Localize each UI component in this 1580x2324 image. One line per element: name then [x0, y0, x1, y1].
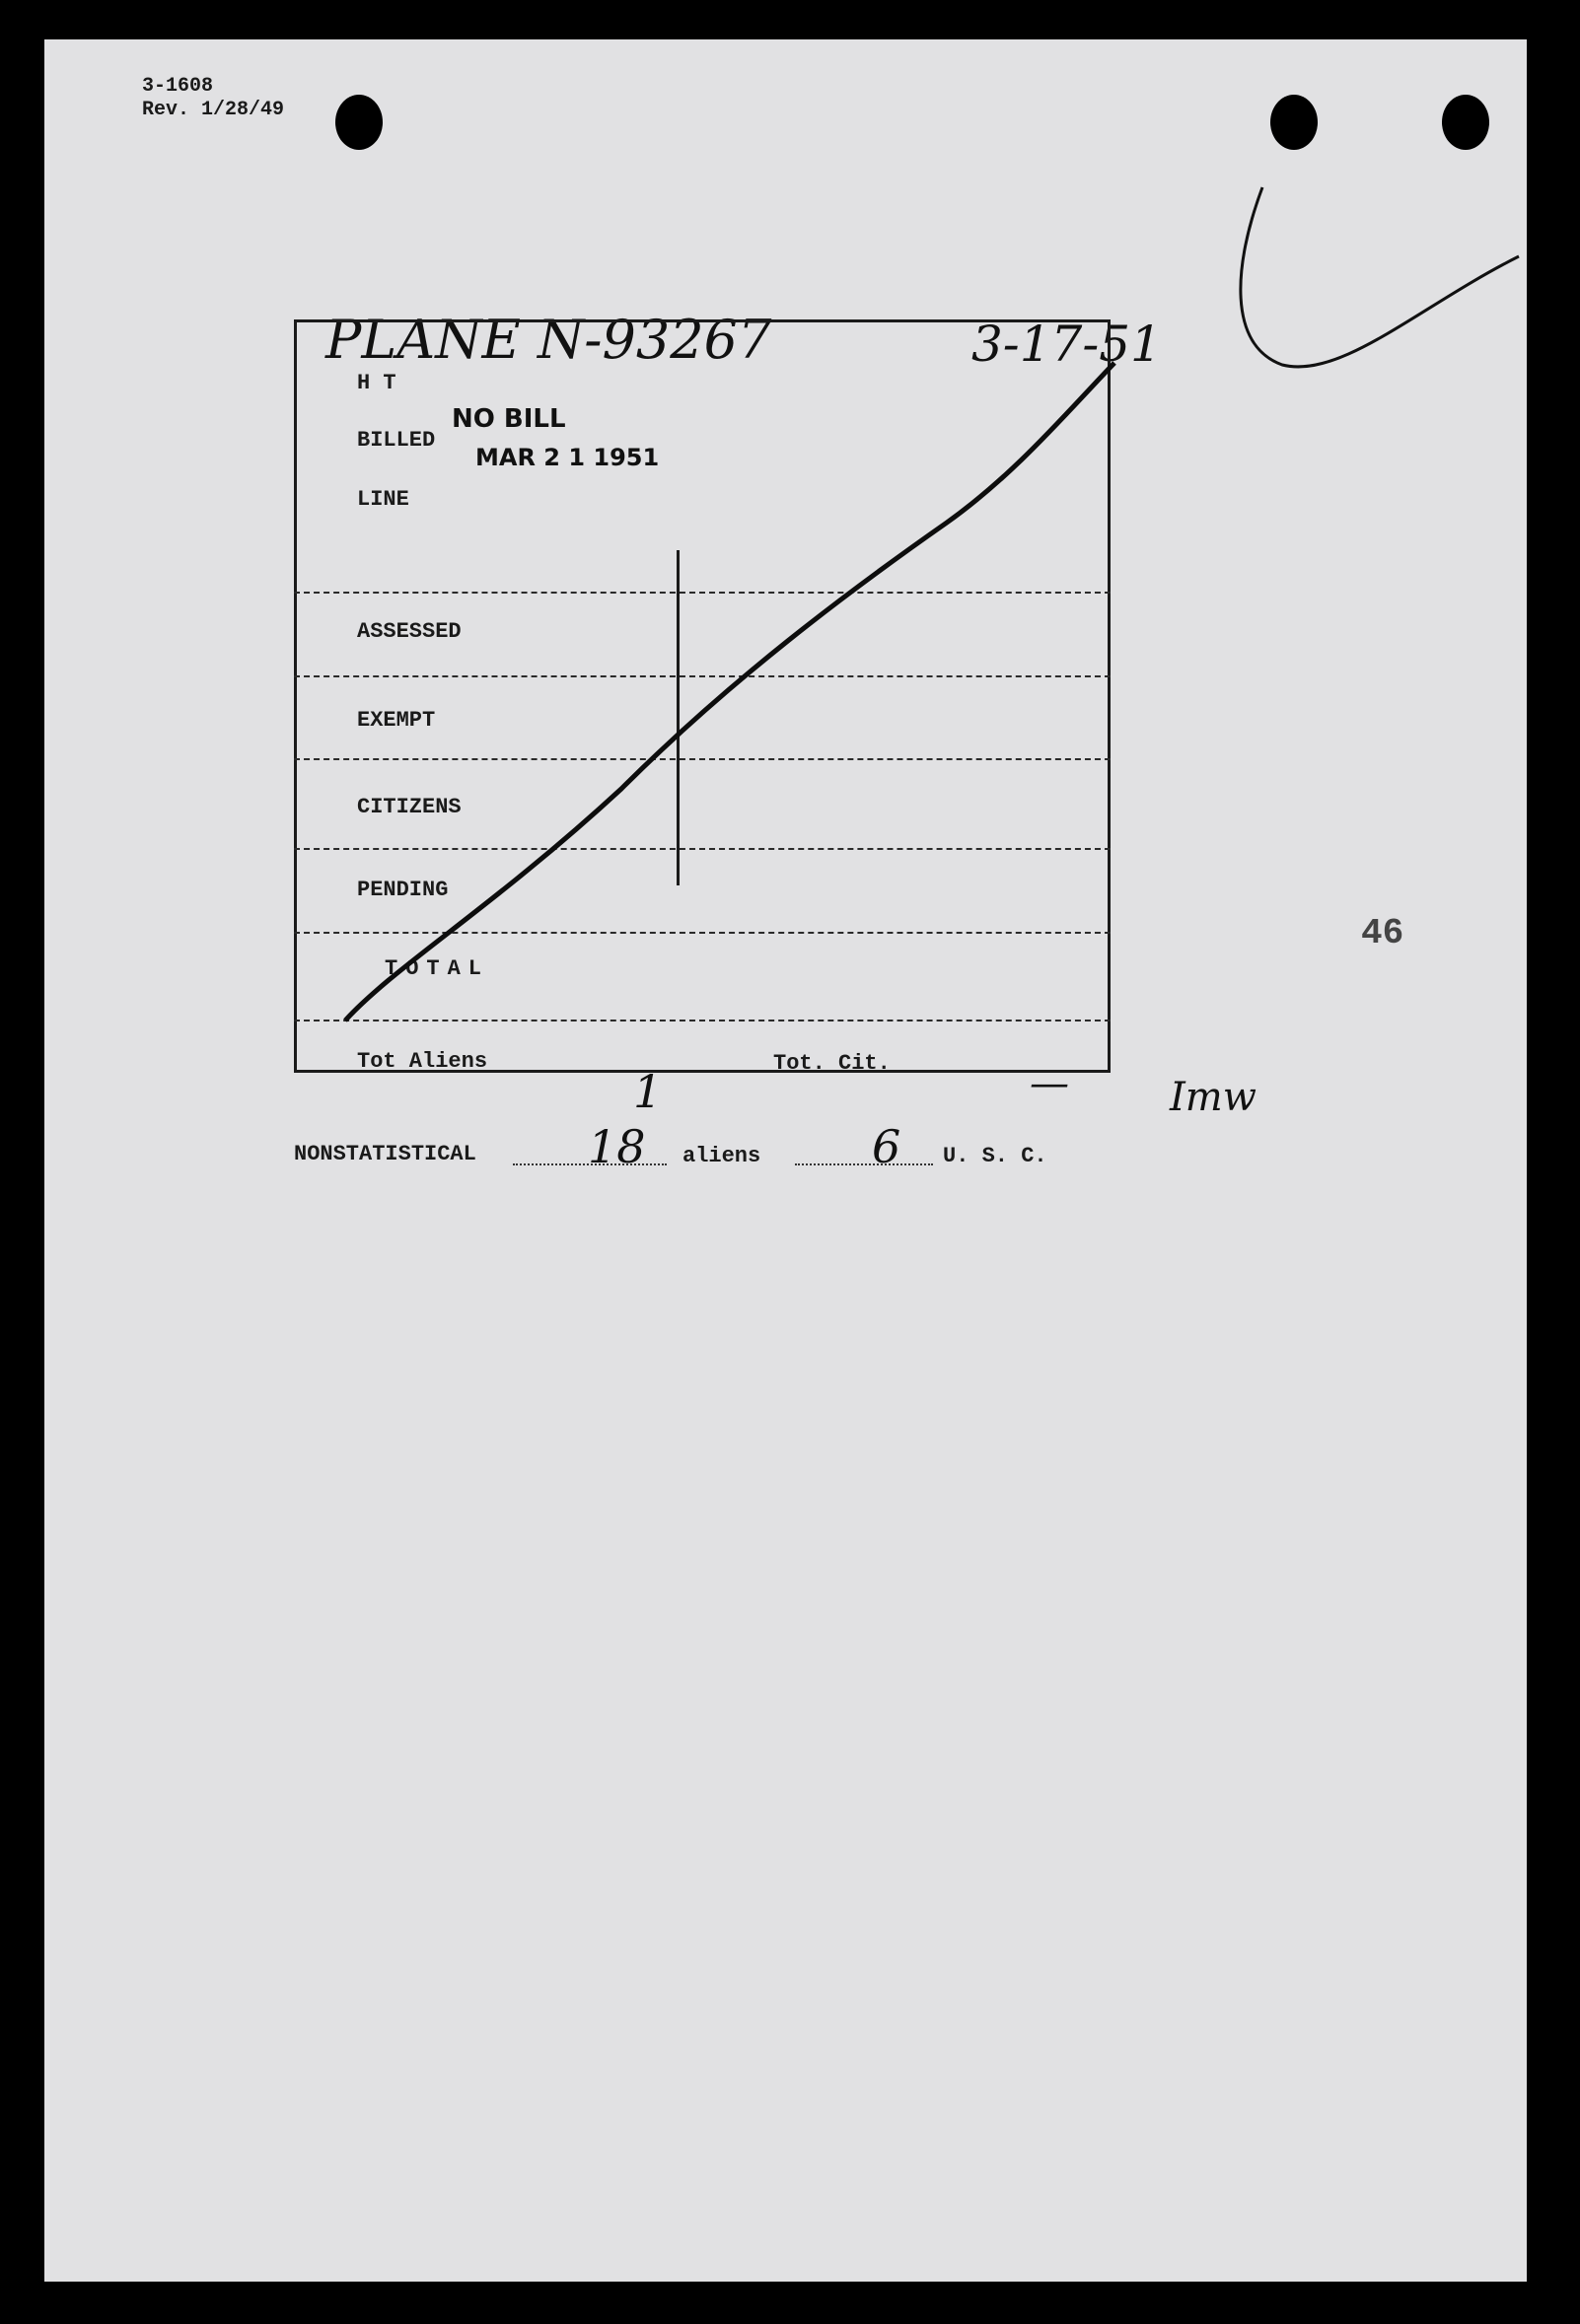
- handwritten-date: 3-17-51: [971, 316, 1162, 373]
- label-citizens: CITIZENS: [357, 795, 462, 819]
- label-tot-cit: Tot. Cit.: [773, 1051, 891, 1076]
- aliens-label: aliens: [682, 1144, 761, 1168]
- nonstatistical-label: NONSTATISTICAL: [294, 1142, 476, 1166]
- initials-handwritten: Imw: [1170, 1075, 1257, 1120]
- usc-label: U. S. C.: [943, 1144, 1047, 1168]
- label-total: TOTAL: [385, 956, 490, 981]
- tot-aliens-handwritten: 1: [633, 1065, 663, 1118]
- aliens-count: 18: [588, 1120, 646, 1173]
- diagonal-cancel-line: [335, 355, 1124, 1035]
- label-ht: H T: [357, 371, 396, 395]
- label-tot-aliens: Tot Aliens: [357, 1049, 488, 1074]
- tot-cit-handwritten: —: [1030, 1061, 1069, 1106]
- label-pending: PENDING: [357, 878, 449, 902]
- label-assessed: ASSESSED: [357, 619, 462, 644]
- no-bill-stamp: NO BILL: [452, 404, 566, 434]
- page-number: 46: [1361, 913, 1404, 953]
- label-exempt: EXEMPT: [357, 708, 436, 733]
- usc-count-underline: [795, 1163, 933, 1165]
- punch-hole-right-1: [1270, 95, 1318, 150]
- punch-hole-left: [335, 95, 383, 150]
- label-line: LINE: [357, 487, 409, 512]
- punch-hole-right-2: [1442, 95, 1489, 150]
- stamp-date: MAR 2 1 1951: [475, 444, 660, 471]
- plane-number-heading: PLANE N-93267: [325, 309, 772, 371]
- pencil-curve-mark: [1223, 177, 1539, 394]
- form-code: 3-1608: [142, 75, 214, 98]
- label-billed: BILLED: [357, 428, 436, 453]
- usc-count: 6: [872, 1120, 901, 1173]
- form-revision: Rev. 1/28/49: [142, 99, 285, 121]
